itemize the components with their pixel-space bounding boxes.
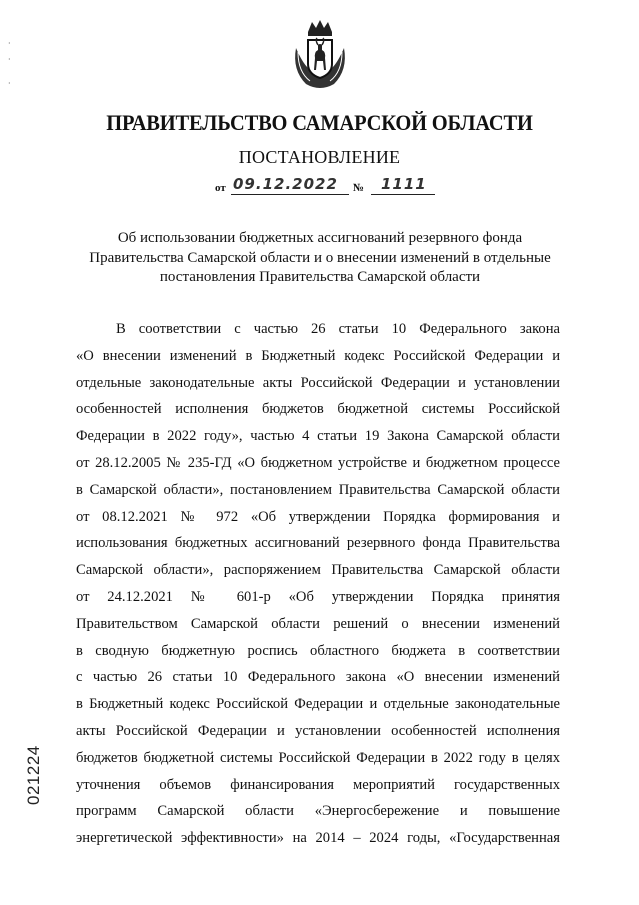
organization-title: ПРАВИТЕЛЬСТВО САМАРСКОЙ ОБЛАСТИ: [106, 110, 533, 135]
body-line: [76, 396, 560, 423]
body-line-text: Самарской области», распоряжением Правительства Самарской области: [76, 562, 560, 579]
body-line: [76, 530, 560, 557]
document-body: [76, 316, 560, 852]
body-line-text: В соответствии с частью 26 статьи 10 Федерального закона: [116, 321, 560, 337]
body-line-text: особенностей исполнения бюджетов бюджетной системы Российской: [76, 401, 560, 418]
body-line-text: использования бюджетных ассигнований резервного фонда Правительства: [76, 535, 560, 552]
body-line: [76, 745, 560, 772]
subject-line: постановления Правительства Самарской области: [159, 269, 481, 285]
number-value: 1111: [381, 175, 427, 193]
body-line: [76, 316, 560, 343]
date-value: 09.12.2022: [233, 175, 338, 193]
body-line: [76, 504, 560, 531]
body-line-text: программ Самарской области «Энергосбережение и повышение: [76, 803, 560, 820]
body-line: [76, 370, 560, 397]
body-line-text: отдельные законодательные акты Российской Федерации и установлении: [76, 374, 560, 391]
subject-line: Правительства Самарской области и о внесении изменений в отдельные: [89, 249, 551, 266]
body-line: [76, 557, 560, 584]
body-line-text: уточнения объемов финансирования мероприятий государственных: [76, 776, 560, 793]
body-line: [76, 798, 560, 825]
body-line-text: в Самарской области», постановлением Правительства Самарской области: [76, 481, 560, 498]
body-line: [76, 691, 560, 718]
body-line-text: с частью 26 статьи 10 Федерального закона «О внесении изменений: [76, 669, 560, 686]
body-line: [76, 638, 560, 665]
body-line: [76, 450, 560, 477]
body-line-text: Правительством Самарской области решений о внесении изменений: [76, 615, 560, 632]
body-line-text: Федерации в 2022 году», частью 4 статьи 19 Закона Самарской области: [76, 428, 560, 445]
scan-margin-marks: · · ·: [8, 39, 11, 88]
document-subject: [70, 229, 570, 288]
body-line-text: от 28.12.2005 № 235-ГД «О бюджетном устройстве и бюджетном процессе: [76, 454, 560, 471]
number-underline: [371, 194, 435, 195]
body-line-text: «О внесении изменений в Бюджетный кодекс Российской Федерации и: [76, 347, 560, 364]
date-underline: [231, 194, 349, 195]
body-line: [76, 772, 560, 799]
body-line-text: акты Российской Федерации и установлении особенностей исполнения: [76, 722, 560, 739]
document-type: ПОСТАНОВЛЕНИЕ: [238, 147, 401, 167]
body-line-text: энергетической эффективности» на 2014 – 2024 годы, «Государственная: [76, 830, 560, 847]
coat-of-arms-icon: [288, 18, 352, 92]
body-line: [76, 584, 560, 611]
body-line-text: в сводную бюджетную роспись областного бюджета в соответствии: [76, 642, 560, 659]
body-line-text: от 24.12.2021 № 601-р «Об утверждении Порядка принятия: [76, 588, 560, 605]
body-line: [76, 825, 560, 852]
body-line: [76, 477, 560, 504]
body-line-text: от 08.12.2021 № 972 «Об утверждении Порядка формирования и: [76, 508, 560, 525]
body-line: [76, 664, 560, 691]
body-line-text: в Бюджетный кодекс Российской Федерации и отдельные законодательные: [76, 696, 560, 713]
date-number-line: [215, 175, 435, 197]
date-prefix: от: [215, 182, 226, 194]
body-line: [76, 343, 560, 370]
subject-line: Об использовании бюджетных ассигнований резервного фонда: [117, 230, 523, 246]
side-registration-number: 021224: [24, 745, 43, 805]
body-line: [76, 611, 560, 638]
number-prefix: №: [353, 182, 365, 194]
body-line: [76, 718, 560, 745]
body-line: [76, 423, 560, 450]
body-line-text: бюджетов бюджетной системы Российской Федерации в 2022 году в целях: [76, 749, 560, 766]
